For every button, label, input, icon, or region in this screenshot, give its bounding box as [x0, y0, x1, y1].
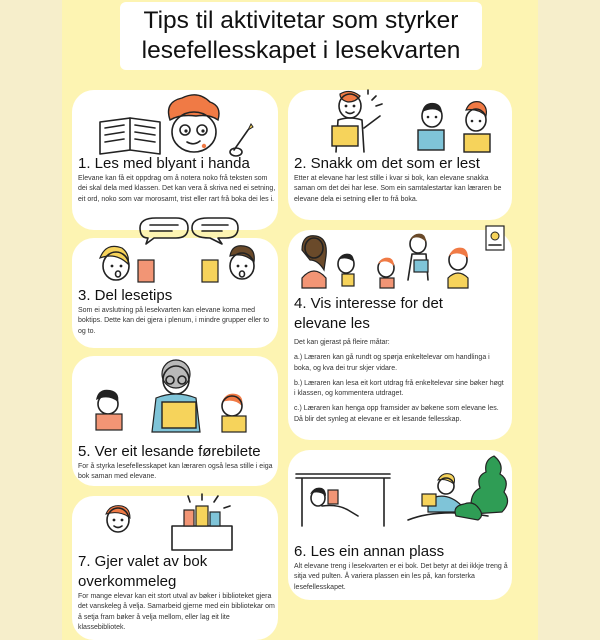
card-2-body: Etter at elevane har lest stille i kvar si bok, kan elevane snakka saman om det dei har lese. Som ein samtalestartar kan læraren be elevane dela ei setning eller to frå boka.: [294, 175, 502, 203]
card-6-body: Alt elevane treng i lesekvarten er ei bok. Det betyr at dei ikkje treng å sitja ved pulten. Å variera plassen ein les på, kan forsterka lesefellesskapet.: [294, 563, 508, 591]
card-2: [288, 90, 512, 220]
sharing-tips-illustration: [72, 238, 278, 293]
card-4-body: Det kan gjerast på fleire måtar: a.) Læraren kan gå rundt og spørja enkeltelevar om handlinga i boka, og kva dei trur skjer vidare. b.) Læraren kan lesa eit kort utdrag frå enkeltelevar sine bøker høgt i klassen, og kommentera utdraget. c.) Læraren kan henga opp framsider av bøkene som elevane les. Då blir det synleg at elevane er eit lesande fellesskap.: [294, 339, 504, 423]
card-7-title: 7. Gjer valet av bok overkommeleg: [78, 553, 208, 590]
card-3-body: Som ei avslutning på lesekvarten kan elevane koma med boktips. Dette kan dei gjera i plenum, i mindre grupper eller to og to.: [78, 307, 270, 335]
card-5-title: 5. Ver eit lesande førebilete: [78, 443, 261, 460]
page-title: Tips til aktivitetar som styrker lesefellesskapet i lesekvarten: [141, 7, 461, 64]
card-4: [288, 230, 512, 440]
card-5: [72, 356, 278, 486]
card-2-title: 2. Snakk om det som er lest: [294, 155, 480, 172]
card-7-body: For mange elevar kan eit stort utval av bøker i biblioteket gjera det vanskeleg å velja. Samarbeid gjerne med ein bibliotekar om å setja fram bøker å velja mellom, eller lag eit lite klassebibliotek.: [78, 593, 275, 631]
title-box: [120, 2, 482, 70]
choosing-books-illustration: [72, 496, 278, 556]
card-1-title: 1. Les med blyant i handa: [78, 155, 250, 172]
card-6: [288, 450, 512, 600]
card-1-body: Elevane kan få eit oppdrag om å notera noko frå teksten som dei skal dela med klassen. Det kan vera å skriva ned ei setning, eit ord, noko som var morosamt, trist eller rart frå boka dei les i.: [78, 175, 276, 203]
card-5-body: For å styrka lesefellesskapet kan læraren også lesa stille i eiga bok saman med elevane.: [78, 463, 273, 481]
card-3-title: 3. Del lesetips: [78, 287, 173, 304]
card-4-title: 4. Vis interesse for det elevane les: [294, 295, 443, 332]
card-6-title: 6. Les ein annan plass: [294, 543, 445, 560]
reading-elsewhere-illustration: [288, 450, 512, 540]
card-1: [72, 90, 278, 230]
reading-role-model-illustration: [72, 356, 278, 436]
teacher-interest-illustration: [288, 230, 512, 290]
card-7: [72, 496, 278, 640]
card-3: [72, 238, 278, 348]
